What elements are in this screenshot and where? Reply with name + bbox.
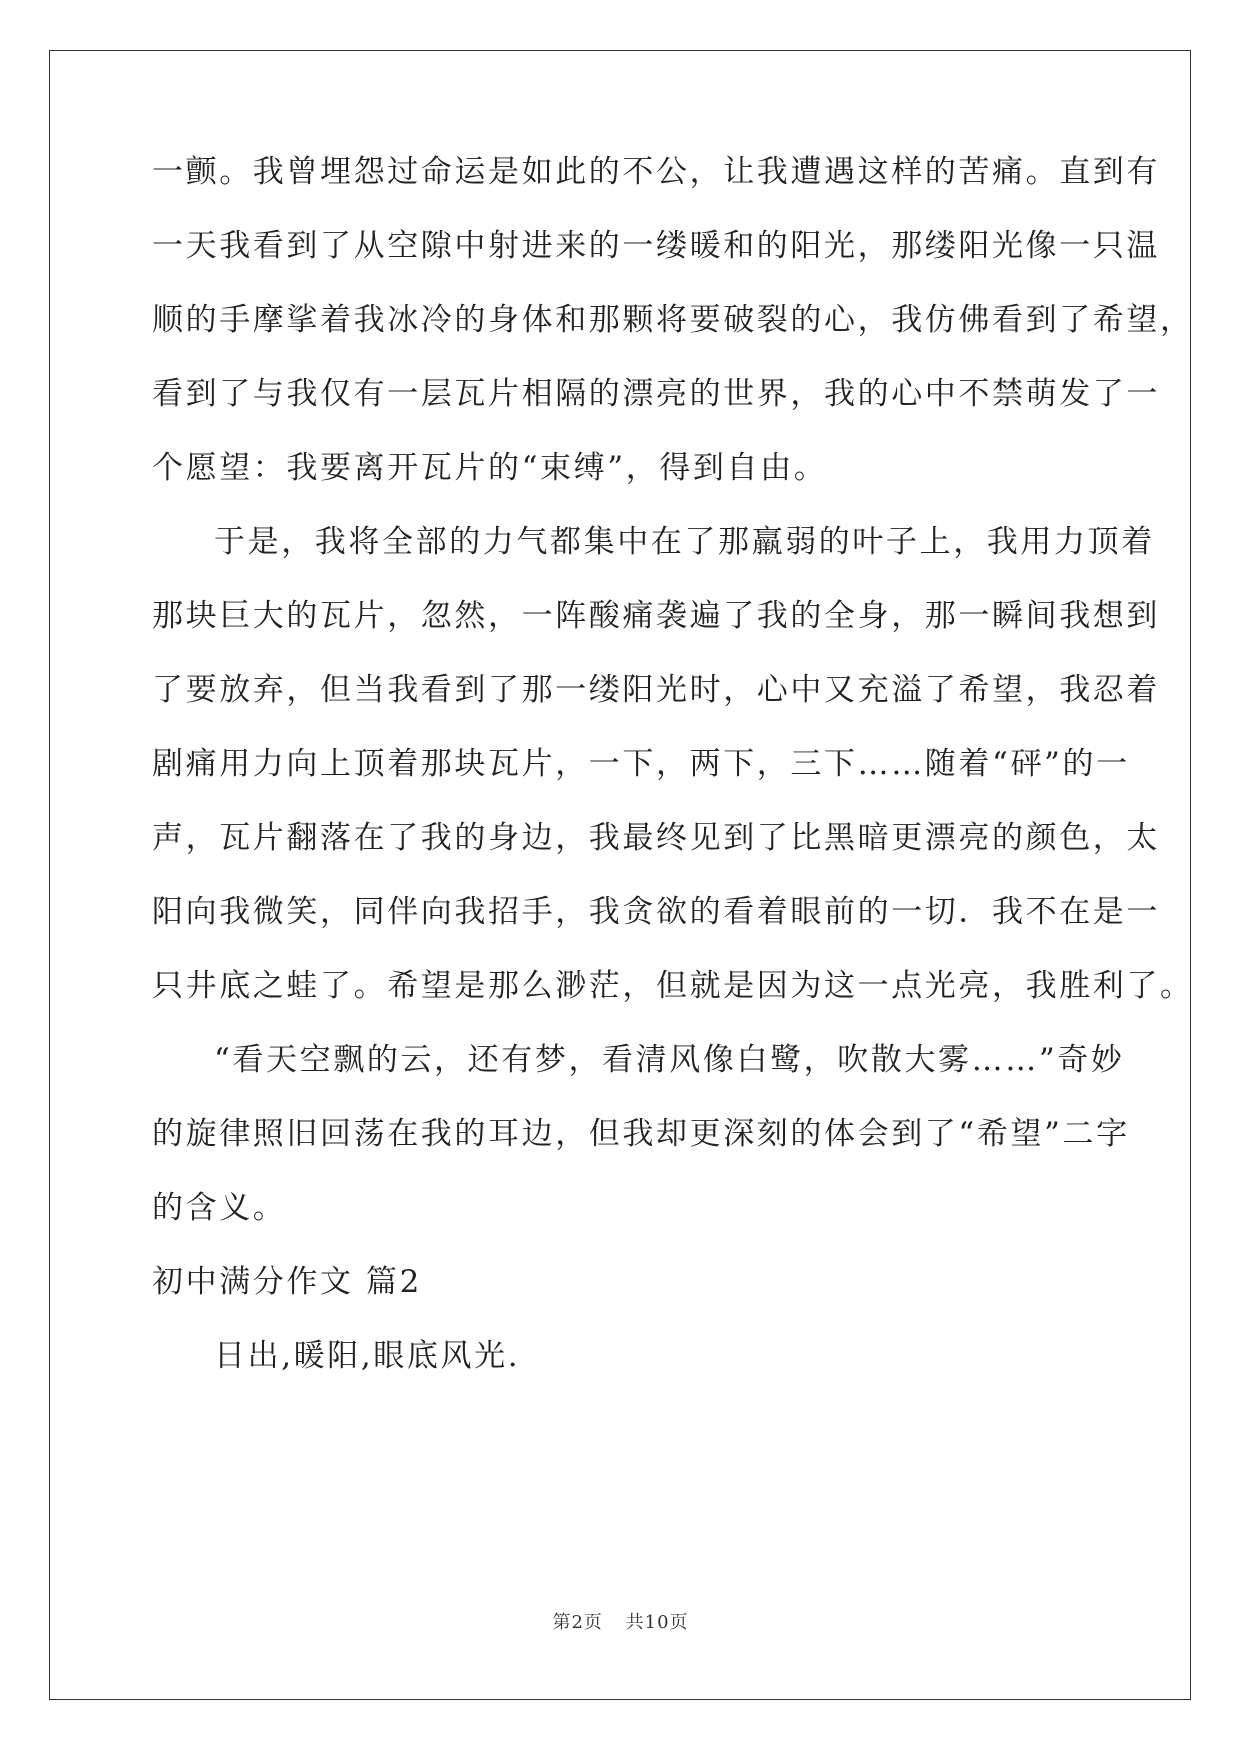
page-total: 共10页 bbox=[625, 1612, 689, 1633]
paragraph-line: 的含义。 bbox=[152, 1190, 287, 1226]
paragraph-line: 那块巨大的瓦片，忽然，一阵酸痛袭遍了我的全身，那一瞬间我想到 bbox=[152, 598, 1160, 634]
paragraph-line: 顺的手摩挲着我冰冷的身体和那颗将要破裂的心，我仿佛看到了希望， bbox=[152, 302, 1194, 338]
paragraph-line: 声，瓦片翻落在了我的身边，我最终见到了比黑暗更漂亮的颜色，太 bbox=[152, 820, 1160, 856]
paragraph-line: 一天我看到了从空隙中射进来的一缕暖和的阳光，那缕阳光像一只温 bbox=[152, 228, 1160, 264]
paragraph-line: 只井底之蛙了。希望是那么渺茫，但就是因为这一点光亮，我胜利了。 bbox=[152, 968, 1194, 1004]
page-number: 第2页 bbox=[552, 1612, 603, 1633]
paragraph-line: 阳向我微笑，同伴向我招手，我贪欲的看着眼前的一切．我不在是一 bbox=[152, 894, 1160, 930]
paragraph-line: 一颤。我曾埋怨过命运是如此的不公，让我遭遇这样的苦痛。直到有 bbox=[152, 154, 1160, 190]
paragraph-line: “看天空飘的云，还有梦，看清风像白鹭，吹散大雾……”奇妙 bbox=[214, 1042, 1125, 1078]
paragraph-line: 个愿望：我要离开瓦片的“束缚”，得到自由。 bbox=[152, 450, 828, 486]
paragraph-line: 日出,暖阳,眼底风光. bbox=[214, 1338, 521, 1374]
paragraph-line: 于是，我将全部的力气都集中在了那羸弱的叶子上，我用力顶着 bbox=[214, 524, 1155, 560]
page-border bbox=[49, 50, 1191, 1700]
paragraph-line: 的旋律照旧回荡在我的耳边，但我却更深刻的体会到了“希望”二字 bbox=[152, 1116, 1130, 1152]
paragraph-line: 了要放弃，但当我看到了那一缕阳光时，心中又充溢了希望，我忍着 bbox=[152, 672, 1160, 708]
page-footer bbox=[0, 1608, 1241, 1634]
paragraph-line: 看到了与我仅有一层瓦片相隔的漂亮的世界，我的心中不禁萌发了一 bbox=[152, 376, 1160, 412]
section-heading: 初中满分作文 篇2 bbox=[152, 1264, 422, 1300]
paragraph-line: 剧痛用力向上顶着那块瓦片，一下，两下，三下……随着“砰”的一 bbox=[152, 746, 1130, 782]
